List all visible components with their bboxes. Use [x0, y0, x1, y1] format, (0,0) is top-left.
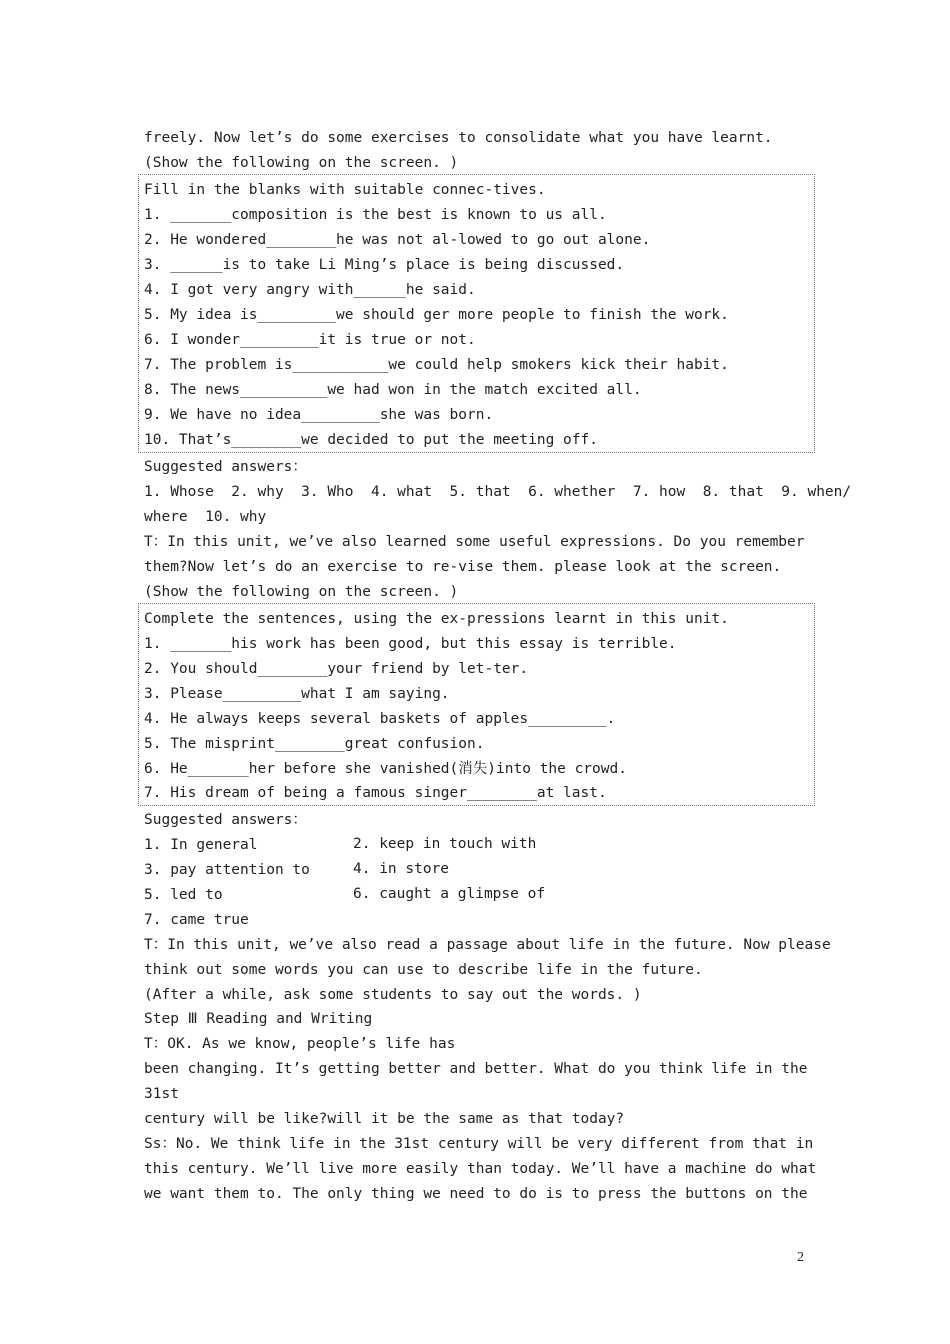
body-line: T：In this unit, we’ve also learned some useful expressions. Do you remember — [144, 534, 805, 550]
answer-item: 3. pay attention to — [144, 862, 310, 878]
exercise-item: 5. My idea is_________we should ger more people to finish the work. — [144, 307, 729, 323]
exercise-item: 4. He always keeps several baskets of apples_________. — [144, 711, 616, 727]
exercise-item: 3. Please_________what I am saying. — [144, 686, 450, 702]
answer-item: 6. caught a glimpse of — [353, 886, 546, 902]
answers-label: Suggested answers： — [144, 812, 307, 828]
exercise-item: 2. You should________your friend by let-ter. — [144, 661, 529, 677]
answers-line: where 10. why — [144, 509, 267, 525]
answer-item: 7. came true — [144, 912, 249, 928]
exercise-item: 3. ______is to take Li Ming’s place is being discussed. — [144, 257, 625, 273]
body-line: this century. We’ll live more easily than today. We’ll have a machine do what — [144, 1161, 817, 1177]
body-line: T：In this unit, we’ve also read a passage about life in the future. Now please — [144, 937, 831, 953]
exercise-item: 2. He wondered________he was not al-lowed to go out alone. — [144, 232, 651, 248]
exercise-item: 10. That’s________we decided to put the meeting off. — [144, 432, 598, 448]
body-line: them?Now let’s do an exercise to re-vise them. please look at the screen. — [144, 559, 782, 575]
answers-label: Suggested answers： — [144, 459, 307, 475]
body-line: T：OK. As we know, people’s life has — [144, 1036, 456, 1052]
answer-item: 1. In general — [144, 837, 258, 853]
answer-item: 4. in store — [353, 861, 450, 877]
body-line: think out some words you can use to describe life in the future. — [144, 962, 703, 978]
exercise-item: 4. I got very angry with______he said. — [144, 282, 476, 298]
body-line: been changing. It’s getting better and better. What do you think life in the — [144, 1061, 808, 1077]
body-line: 31st — [144, 1086, 179, 1102]
exercise-item: 6. I wonder_________it is true or not. — [144, 332, 476, 348]
step-heading: Step Ⅲ Reading and Writing — [144, 1011, 373, 1027]
exercise-heading: Fill in the blanks with suitable connec-tives. — [144, 182, 546, 198]
exercise-item: 7. His dream of being a famous singer________at last. — [144, 785, 607, 801]
body-line: (After a while, ask some students to say out the words. ) — [144, 987, 642, 1003]
body-line: century will be like?will it be the same as that today? — [144, 1111, 625, 1127]
page-number: 2 — [797, 1250, 804, 1265]
exercise-item: 7. The problem is___________we could help smokers kick their habit. — [144, 357, 729, 373]
answer-item: 2. keep in touch with — [353, 836, 537, 852]
intro-line: freely. Now let’s do some exercises to consolidate what you have learnt. — [144, 130, 773, 146]
body-line: Ss：No. We think life in the 31st century will be very different from that in — [144, 1136, 814, 1152]
body-line: we want them to. The only thing we need to do is to press the buttons on the — [144, 1186, 808, 1202]
answers-line: 1. Whose 2. why 3. Who 4. what 5. that 6. whether 7. how 8. that 9. when/ — [144, 484, 852, 500]
exercise-item: 1. _______composition is the best is known to us all. — [144, 207, 607, 223]
exercise-item: 8. The news__________we had won in the match excited all. — [144, 382, 642, 398]
intro-line: (Show the following on the screen. ) — [144, 155, 459, 171]
exercise-item: 5. The misprint________great confusion. — [144, 736, 485, 752]
body-line: (Show the following on the screen. ) — [144, 584, 459, 600]
exercise-item: 9. We have no idea_________she was born. — [144, 407, 494, 423]
answer-item: 5. led to — [144, 887, 223, 903]
exercise-item: 6. He_______her before she vanished(消失)into the crowd. — [144, 761, 627, 777]
exercise-item: 1. _______his work has been good, but this essay is terrible. — [144, 636, 677, 652]
exercise-heading: Complete the sentences, using the ex-pressions learnt in this unit. — [144, 611, 729, 627]
